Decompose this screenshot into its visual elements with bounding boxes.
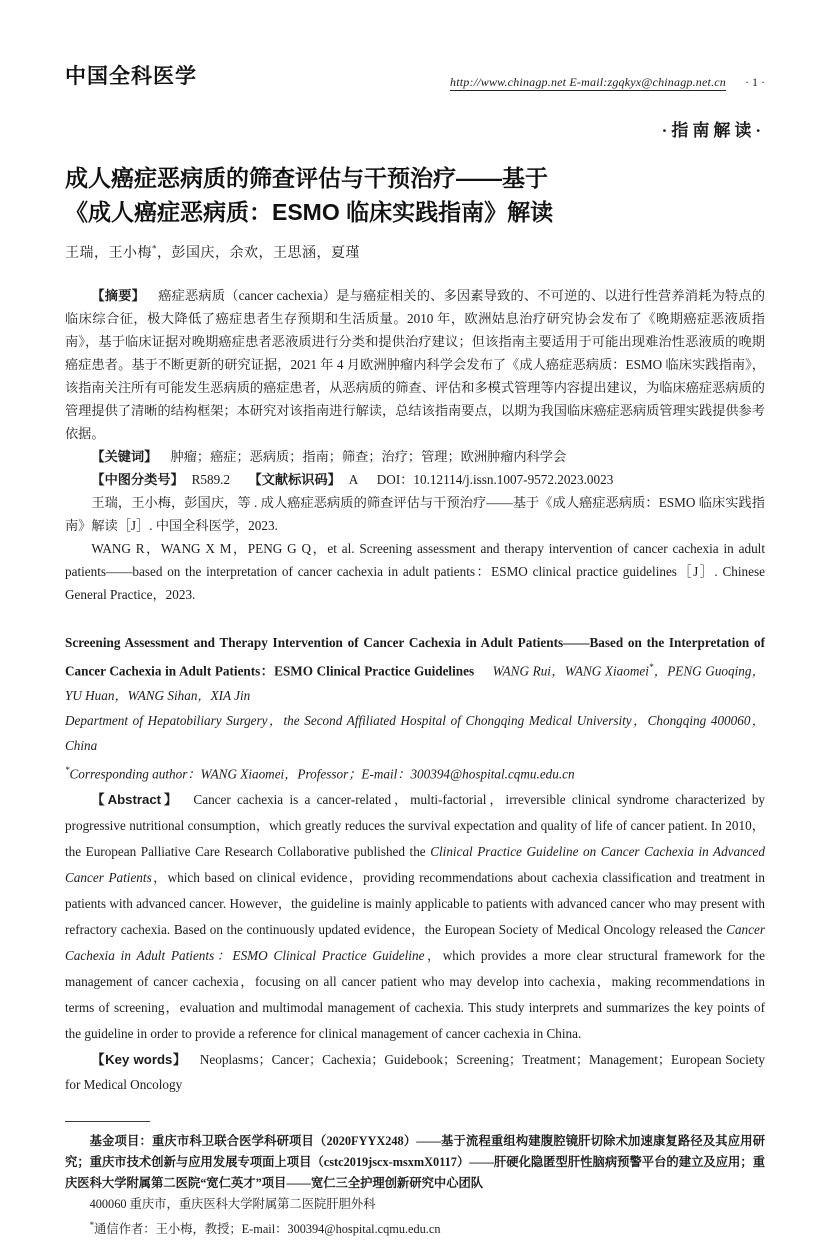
footnote-divider: [65, 1121, 150, 1122]
fund-note: [65, 1131, 765, 1194]
english-title-authors: [65, 630, 765, 708]
keywords-cn-text: 肿瘤；癌症；恶病质；指南；筛查；治疗；管理；欧洲肿瘤内科学会: [170, 449, 567, 464]
page-header: [65, 0, 765, 90]
abstract-cn: [65, 284, 765, 445]
doc-type-label: 【文献标识码】: [248, 472, 341, 487]
classification-line: [65, 468, 765, 491]
english-authors-pre: WANG Rui，WANG Xiaomei: [492, 663, 649, 679]
corresponding-note-asterisk: *: [89, 1219, 95, 1230]
abstract-en-label: 【Abstract】: [91, 791, 181, 807]
english-corresponding-sup: *: [65, 765, 70, 776]
clc-value: R589.2: [191, 472, 231, 487]
article-title-line1: 成人癌症恶病质的筛查评估与干预治疗——基于: [65, 165, 548, 191]
authors-line: [65, 242, 765, 262]
keywords-en-text: Neoplasms；Cancer；Cachexia；Guidebook；Screening；Treatment；Management；European Society for Medical Oncology: [65, 1051, 765, 1092]
corresponding-note: [65, 1215, 765, 1240]
footnote-section: [65, 1121, 765, 1240]
authors-post: ，彭国庆，余欢，王思涵，夏瑾: [157, 246, 360, 261]
header-right: [450, 75, 765, 90]
page-number: · 1 ·: [745, 75, 765, 89]
fund-text: 重庆市科卫联合医学科研项目（2020FYYX248）——基于流程重组构建腹腔镜肝切除术加速康复路径及其应用研究；重庆市技术创新与应用发展专项面上项目（cstc2019jscx-msxmX0117）——肝硬化隐匿型肝性脑病预警平台的建立及应用；重庆医科大学附属第二医院“宽仁英才”项目——宽仁三全护理创新研究中心团队: [65, 1133, 765, 1190]
english-corresponding-asterisk: *: [648, 662, 654, 672]
citation-cn: 王瑞，王小梅，彭国庆，等 . 成人癌症恶病质的筛查评估与干预治疗——基于《成人癌症恶病质：ESMO 临床实践指南》解读［J］. 中国全科医学，2023.: [65, 495, 765, 533]
authors-pre: 王瑞，王小梅: [65, 246, 152, 261]
clc-label: 【中图分类号】: [91, 472, 184, 487]
abstract-en-italic2: Cancer Cachexia in Adult Patients：ESMO Clinical Practice Guideline: [65, 921, 765, 963]
keywords-cn: [65, 445, 765, 468]
journal-logo: 中国全科医学: [65, 65, 197, 88]
citation-en: WANG R，WANG X M，PENG G Q，et al. Screening assessment and therapy intervention of cancer cachexia in adult patients——based on the interpretation of cancer cachexia in adult patients：ESMO clinical practice guidelines［J］. Chinese General Practice，2023.: [65, 541, 765, 602]
chinese-front-matter: [65, 284, 765, 606]
abstract-en: [65, 787, 765, 1047]
address-note: 400060 重庆市，重庆医科大学附属第二医院肝胆外科: [89, 1196, 376, 1211]
english-authors-post: ，PENG Guoqing，YU Huan，WANG Sihan，XIA Jin: [65, 663, 765, 704]
abstract-en-seg2: ，which based on clinical evidence，providing recommendations about cachexia classification and treatment in patients with advanced cancer. However，the guideline is mainly applicable to patients with advanced cancer who may present with refractory cachexia. Based on the continuously updated evidence，the European Society of Medical Oncology released the: [65, 869, 765, 937]
keywords-en: [65, 1047, 765, 1097]
abstract-en-italic1: Clinical Practice Guideline on Cancer Cachexia in Advanced Cancer Patients: [65, 843, 766, 885]
english-affiliation: Department of Hepatobiliary Surgery，the Second Affiliated Hospital of Chongqing Medical University，Chongqing 400060，China: [65, 713, 765, 754]
abstract-cn-text: 癌症恶病质（cancer cachexia）是与癌症相关的、多因素导致的、不可逆的、以进行性营养消耗为特点的临床综合征，极大降低了癌症患者生存预期和生活质量。2010 年，欧洲姑息治疗研究协会发布了《晚期癌症恶液质指南》，基于临床证据对晚期癌症患者恶液质进行分类和提供治疗建议；但该指南主要适用于可能出现难治性恶液质的晚期癌症患者。基于不断更新的研究证据，2021 年 4 月欧洲肿瘤内科学会发布了《成人癌症恶病质：ESMO 临床实践指南》，该指南关注所有可能发生恶病质的癌症患者，从恶病质的筛查、评估和多模式管理等内容提出建议，为临床癌症恶病质的管理提供了清晰的结构框架；本研究对该指南进行解读，总结该指南要点，以期为我国临床癌症恶病质管理实践提供参考依据。: [65, 288, 766, 441]
english-title: Screening Assessment and Therapy Intervention of Cancer Cachexia in Adult Patients——Based on the Interpretation of Cancer Cachexia in Adult Patients：ESMO Clinical Practice Guidelines: [65, 635, 765, 679]
abstract-cn-label: 【摘要】: [91, 288, 146, 303]
abstract-en-seg1: Cancer cachexia is a cancer-related，multi-factorial，irreversible clinical syndrome characterized by progressive nutritional consumption，which greatly reduces the survival expectation and quality of life of cancer patient. In 2010，the European Palliative Care Research Collaborative published the: [65, 791, 766, 859]
abstract-en-seg3: ，which provides a more clear structural framework for the management of cancer cachexia，focusing on all cancer patient who may develop into cachexia，making recommendations in terms of screening，evaluation and multimodal management of cachexia. This study interprets and summarizes the key points of the guideline in order to provide a reference for clinical management of cancer cachexia in China.: [65, 947, 765, 1041]
corresponding-note-text: 通信作者：王小梅，教授；E-mail：300394@hospital.cqmu.edu.cn: [94, 1221, 441, 1236]
fund-label: 基金项目：: [89, 1133, 152, 1148]
corresponding-author-asterisk: *: [152, 243, 157, 254]
article-title: [65, 161, 765, 229]
keywords-cn-label: 【关键词】: [91, 449, 158, 464]
doc-type-value: A: [348, 472, 359, 487]
english-section: [65, 630, 765, 1097]
english-corresponding-text: Corresponding author：WANG Xiaomei，Professor；E-mail：300394@hospital.cqmu.edu.cn: [69, 766, 575, 782]
keywords-en-label: 【Key words】: [91, 1051, 187, 1067]
english-corresponding-line: [65, 758, 765, 786]
journal-site-info: http://www.chinagp.net E-mail:zgqkyx@chinagp.net.cn: [450, 75, 726, 89]
article-title-line2: 《成人癌症恶病质：ESMO 临床实践指南》解读: [65, 199, 554, 225]
doi-value: DOI：10.12114/j.issn.1007-9572.2023.0023: [376, 472, 614, 487]
column-label: ·指南解读·: [661, 121, 765, 140]
